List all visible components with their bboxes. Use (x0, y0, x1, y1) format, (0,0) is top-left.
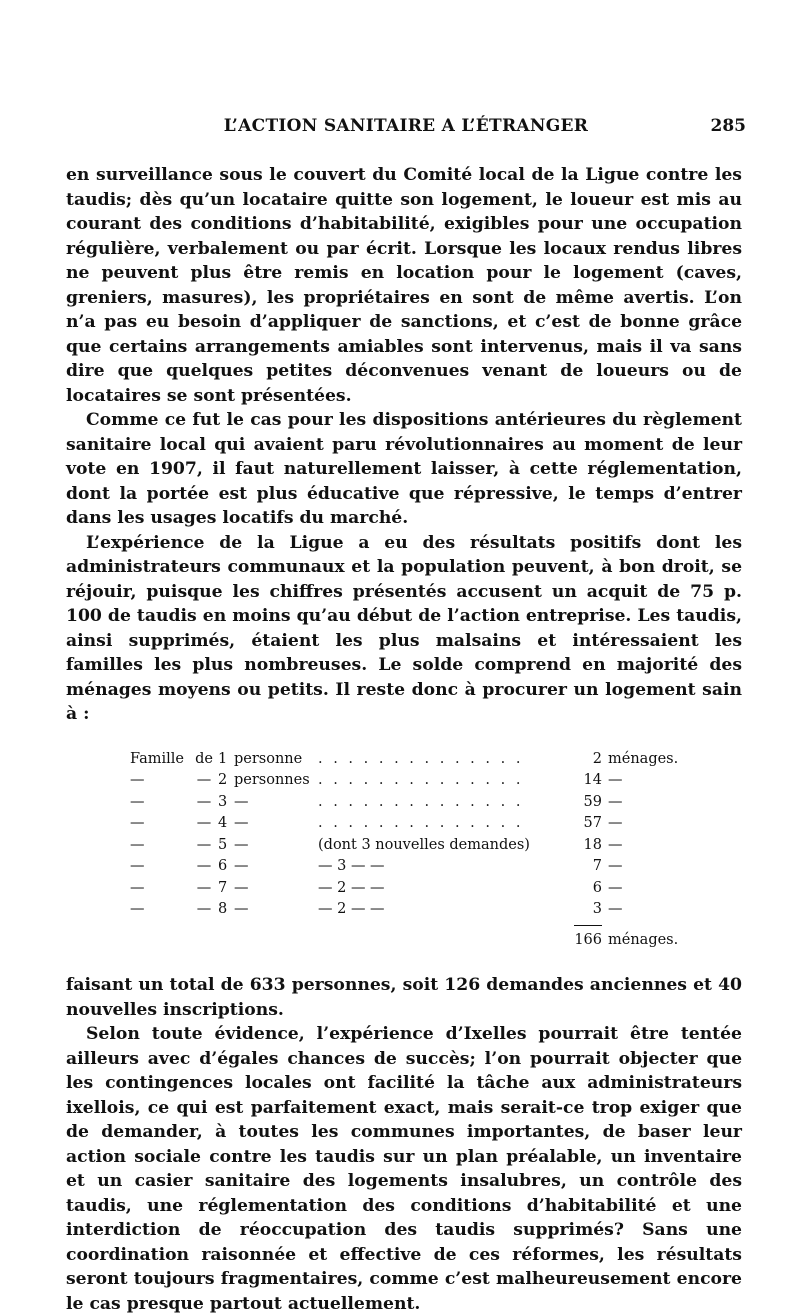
table-cell-size: 7 (218, 879, 228, 896)
table-cell-unit: — (608, 901, 623, 917)
table-cell-personnes: personne (234, 750, 303, 767)
table-cell-size: 4 (218, 815, 228, 831)
table-cell-personnes: — (234, 836, 249, 853)
table-cell-famille: — (130, 836, 145, 853)
leader-dots: . . . . . . . . . . . . . . (318, 772, 524, 788)
household-table-grid (130, 749, 696, 952)
table-cell-note (318, 749, 556, 771)
table-cell-note: — 2 — — (318, 901, 385, 917)
table-cell-count: 14 (583, 772, 602, 788)
table-total-value: 166 (574, 925, 602, 952)
table-cell-note: — 3 — — (318, 858, 385, 874)
table-cell-count: 6 (592, 879, 602, 896)
table-cell-personnes: — (234, 858, 249, 874)
table-cell-de: — (196, 772, 212, 788)
table-cell-unit: — (608, 815, 623, 831)
table-cell-count: 2 (592, 750, 602, 767)
table-cell-count: 57 (583, 815, 602, 831)
paragraph: L’expérience de la Ligue a eu des résultats positifs dont les administrateurs communaux et la population peuvent, à bon droit, se réjouir, puisque les chiffres présentés accusent un acquit de 75 p. 100 de taudis en moins qu’au début de l’action entreprise. Les taudis, ainsi supprimés, étaient les plus malsains et intéressaient les familles les plus nombreuses. Le solde comprend en majorité des ménages moyens ou petits. Il reste donc à procurer un logement sain à : (66, 532, 742, 724)
table-cell-de: — (196, 901, 212, 917)
table-row (130, 770, 696, 792)
page-body (66, 163, 742, 1316)
running-title: L’ACTION SANITAIRE A L’ÉTRANGER (223, 116, 589, 136)
table-cell-de: — (196, 879, 212, 896)
table-cell-count: 3 (592, 901, 602, 917)
table-cell-count: 7 (592, 858, 602, 874)
table-cell-famille: — (130, 858, 145, 874)
table-cell-de: — (196, 836, 212, 853)
table-row (130, 792, 696, 814)
table-row (130, 878, 696, 900)
table-cell-de: — (196, 815, 212, 831)
table-cell-unit: — (608, 793, 623, 810)
table-row (130, 835, 696, 857)
page-header (66, 116, 746, 142)
paragraph: Selon toute évidence, l’expérience d’Ixelles pourrait être tentée ailleurs avec d’égales chances de succès; l’on pourrait objecter que les contingences locales ont facilité la tâche aux administrateurs ixellois, ce qui est parfaitement exact, mais serait-ce trop exiger que de demander, à toutes les communes importantes, de baser leur action sociale contre les taudis sur un plan préalable, un inventaire et un casier sanitaire des logements insalubres, un contrôle des taudis, une réglementation des conditions d’habitabilité et une interdiction de réoccupation des taudis supprimés? Sans une coordination raisonnée et effective de ces réformes, les résultats seront toujours fragmentaires, comme c’est malheureusement encore le cas presque partout actuellement. (66, 1024, 742, 1314)
table-total-row (130, 921, 696, 952)
table-cell-note: (dont 3 nouvelles demandes) (318, 836, 530, 853)
table-cell-personnes: — (234, 793, 249, 810)
table-cell-famille: Famille (130, 750, 184, 767)
table-cell-famille: — (130, 793, 145, 810)
table-cell-famille: — (130, 879, 145, 896)
table-cell-size: 6 (218, 858, 228, 874)
table-row (130, 899, 696, 921)
table-cell-personnes: — (234, 879, 249, 896)
table-cell-famille: — (130, 815, 145, 831)
table-cell-personnes: — (234, 815, 249, 831)
table-cell-count: 59 (583, 793, 602, 810)
table-cell-unit: — (608, 879, 623, 896)
table-cell-unit: ménages. (608, 750, 679, 767)
table-cell-size: 3 (218, 793, 228, 810)
table-cell-personnes: personnes (234, 772, 310, 788)
table-row (130, 749, 696, 771)
paragraph: Comme ce fut le cas pour les dispositions antérieures du règlement sanitaire local qui avaient paru révolutionnaires au moment de leur vote en 1907, il faut naturellement laisser, à cette réglementation, dont la portée est plus éducative que répressive, le temps d’entrer dans les usages locatifs du marché. (66, 410, 742, 528)
table-cell-unit: — (608, 836, 623, 853)
table-total-unit: ménages. (608, 931, 679, 948)
table-cell-size: 8 (218, 901, 228, 917)
leader-dots: . . . . . . . . . . . . . . (318, 750, 524, 767)
table-cell-famille: — (130, 772, 145, 788)
table-cell-size: 1 (218, 750, 228, 767)
page-number: 285 (710, 116, 746, 136)
table-row (130, 856, 696, 878)
table-cell-unit: — (608, 858, 623, 874)
table-cell-de: — (196, 793, 212, 810)
table-cell-note (318, 792, 556, 814)
table-cell-de: de (195, 750, 213, 767)
leader-dots: . . . . . . . . . . . . . . (318, 815, 524, 831)
table-cell-de: — (196, 858, 212, 874)
table-cell-note (318, 770, 556, 792)
table-cell-personnes: — (234, 901, 249, 917)
table-row (130, 813, 696, 835)
paragraph: faisant un total de 633 personnes, soit 126 demandes anciennes et 40 nouvelles inscriptions. (66, 975, 742, 1020)
table-cell-unit: — (608, 772, 623, 788)
table-cell-note: — 2 — — (318, 879, 385, 896)
household-table (66, 749, 742, 952)
table-cell-size: 2 (218, 772, 228, 788)
table-cell-note (318, 813, 556, 835)
table-cell-size: 5 (218, 836, 228, 853)
table-cell-count: 18 (583, 836, 602, 853)
paragraph: en surveillance sous le couvert du Comité local de la Ligue contre les taudis; dès qu’un locataire quitte son logement, le loueur est mis au courant des conditions d’habitabilité, exigibles pour une occupation régulière, verbalement ou par écrit. Lorsque les locaux rendus libres ne peuvent plus être remis en location pour le logement (caves, greniers, masures), les propriétaires en sont de même avertis. L’on n’a pas eu besoin d’appliquer de sanctions, et c’est de bonne grâce que certains arrangements amiables sont intervenus, mais il va sans dire que quelques petites déconvenues venant de loueurs ou de locataires se sont présentées. (66, 165, 742, 406)
table-cell-famille: — (130, 901, 145, 917)
leader-dots: . . . . . . . . . . . . . . (318, 793, 524, 810)
